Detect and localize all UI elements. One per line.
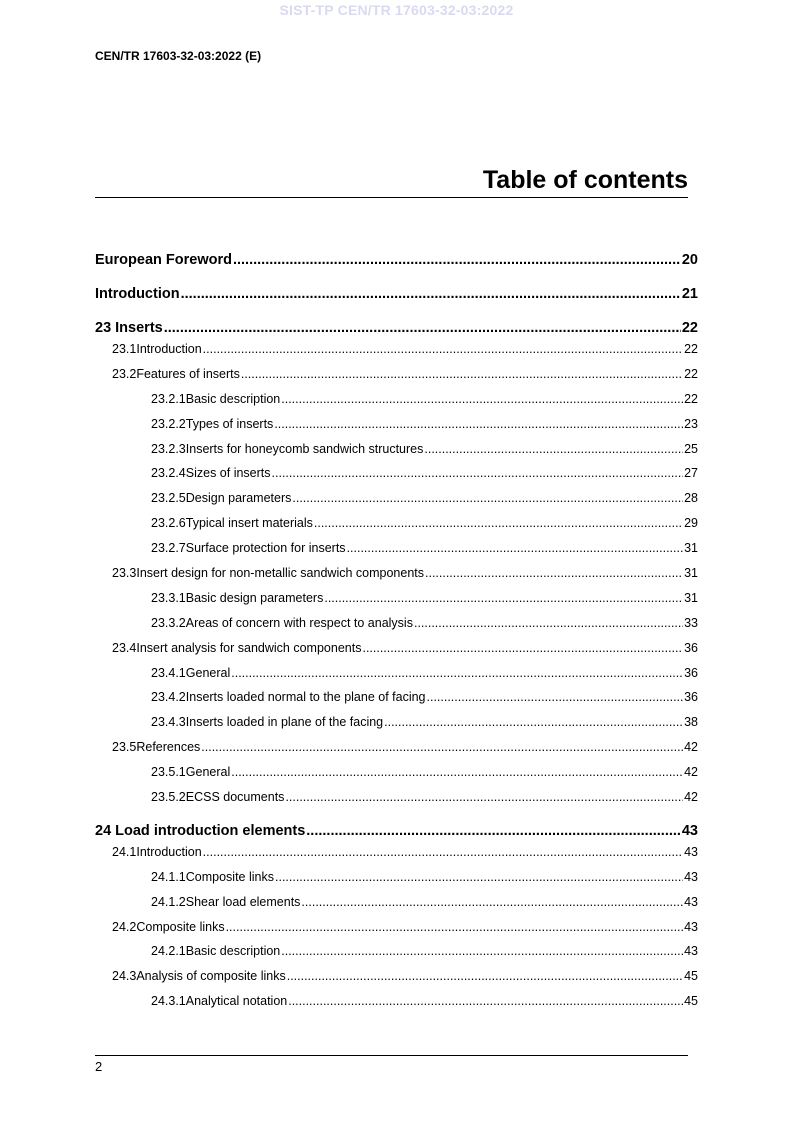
dot-leader	[285, 785, 683, 810]
toc-entry-page: 43	[684, 944, 698, 959]
toc-entry-title: Features of inserts	[136, 366, 240, 381]
toc-entry-page: 45	[684, 969, 698, 984]
toc-entry-number: 23.2.7	[151, 541, 186, 556]
dot-leader	[424, 437, 683, 462]
toc-entry-23-4-1[interactable]	[95, 661, 698, 686]
dot-leader	[314, 511, 683, 536]
toc-entry-number: 23.4.3	[151, 715, 186, 730]
toc-entry-title: General	[185, 665, 231, 680]
toc-entry-page: 23	[684, 416, 698, 431]
document-id-header: CEN/TR 17603-32-03:2022 (E)	[95, 49, 262, 63]
toc-entry-number: 23.3.2	[151, 615, 186, 630]
toc-entry-page: 21	[681, 286, 698, 302]
toc-entry-page: 29	[684, 516, 698, 531]
toc-entry-23-2-3[interactable]	[95, 437, 698, 462]
dot-leader	[414, 611, 683, 636]
dot-leader	[384, 710, 683, 735]
toc-entry-23-3-2[interactable]	[95, 611, 698, 636]
toc-entry-number: 23.1	[112, 342, 137, 356]
toc-entry-title: Introduction	[95, 286, 180, 302]
dot-leader	[306, 823, 681, 840]
toc-entry-title: Inserts for honeycomb sandwich structures	[185, 441, 424, 456]
toc-entry-title: Typical insert materials	[185, 516, 313, 531]
toc-entry-page: 42	[684, 740, 698, 755]
dot-leader	[274, 412, 683, 437]
toc-entry-title: Basic description	[185, 944, 281, 959]
toc-entry-number: 23.2.4	[151, 466, 186, 481]
toc-entry-title: General	[185, 765, 231, 780]
dot-leader	[231, 661, 683, 686]
toc-entry-number: 24.1.1	[151, 869, 186, 884]
toc-entry-number: 24.2.1	[151, 944, 186, 959]
toc-entry-number: 23.2.3	[151, 441, 186, 456]
toc-entry-number: 23.2	[112, 366, 137, 381]
toc-entry-number: 23.3.1	[151, 590, 186, 605]
toc-entry-23-5-1[interactable]	[95, 760, 698, 785]
toc-entry-page: 28	[684, 491, 698, 506]
toc-entry-number: 23.5.2	[151, 790, 186, 805]
toc-entry-24-3-1[interactable]	[95, 989, 698, 1014]
toc-entry-page: 38	[684, 715, 698, 730]
dot-leader	[362, 636, 683, 661]
toc-entry-title: 23 Inserts	[95, 320, 163, 336]
toc-entry-number: 24.3	[112, 969, 137, 984]
dot-leader	[203, 337, 683, 362]
toc-entry-number: 23.3	[112, 566, 137, 581]
toc-entry-title: Design parameters	[185, 491, 292, 506]
toc-entry-page: 31	[684, 541, 698, 556]
toc-entry-23-4-3[interactable]	[95, 710, 698, 735]
dot-leader	[233, 252, 681, 269]
toc-entry-23-2-1[interactable]	[95, 387, 698, 412]
toc-entry-page: 43	[684, 919, 698, 934]
dot-leader	[272, 461, 684, 486]
toc-entry-24-1[interactable]	[95, 840, 698, 865]
toc-entry-23-4-2[interactable]	[95, 685, 698, 710]
toc-entry-page: 43	[681, 822, 698, 839]
toc-entry-title: Introduction	[136, 844, 202, 859]
toc-entry-page: 36	[684, 690, 698, 705]
toc-entry-title: Surface protection for inserts	[185, 541, 346, 556]
toc-entry-24-2[interactable]	[95, 915, 698, 940]
toc-entry-title: Basic description	[185, 391, 281, 406]
toc-entry-introduction[interactable]	[95, 286, 698, 303]
toc-entry-23-2-4[interactable]	[95, 461, 698, 486]
toc-entry-page: 45	[684, 994, 698, 1009]
toc-entry-title: Analytical notation	[185, 994, 288, 1009]
toc-entry-24-load-introduction[interactable]	[95, 823, 698, 840]
toc-entry-number: 23.2.5	[151, 491, 186, 506]
toc-entry-page: 42	[684, 765, 698, 780]
toc-entry-title: Introduction	[136, 342, 202, 356]
toc-entry-title: Inserts loaded normal to the plane of facing	[185, 690, 426, 705]
toc-entry-title: Analysis of composite links	[136, 969, 286, 984]
toc-entry-page: 22	[684, 366, 698, 381]
toc-entry-european-foreword[interactable]	[95, 252, 698, 269]
toc-entry-title: European Foreword	[95, 252, 232, 268]
toc-entry-23-2-7[interactable]	[95, 536, 698, 561]
toc-entry-23-5-2[interactable]	[95, 785, 698, 810]
toc-entry-24-1-1[interactable]	[95, 865, 698, 890]
dot-leader	[275, 865, 683, 890]
toc-entry-title: Composite links	[185, 869, 274, 884]
toc-entry-title: Shear load elements	[185, 894, 301, 909]
toc-entry-page: 31	[684, 566, 698, 581]
toc-entry-page: 27	[684, 466, 698, 481]
toc-entry-23-5[interactable]	[95, 735, 698, 760]
footer-divider	[95, 1055, 688, 1056]
toc-entry-title: 24 Load introduction elements	[95, 822, 306, 839]
toc-entry-title: Insert analysis for sandwich components	[136, 640, 362, 655]
toc-entry-title: Areas of concern with respect to analysis	[185, 615, 413, 630]
toc-entry-page: 43	[684, 894, 698, 909]
toc-entry-title: Inserts loaded in plane of the facing	[185, 715, 384, 730]
toc-entry-number: 23.5.1	[151, 765, 186, 780]
toc-entry-number: 23.2.6	[151, 516, 186, 531]
toc-entry-number: 23.2.1	[151, 391, 186, 406]
dot-leader	[427, 685, 684, 710]
dot-leader	[425, 561, 683, 586]
toc-entry-number: 24.2	[112, 919, 137, 934]
dot-leader	[201, 735, 683, 760]
dot-leader	[203, 840, 683, 865]
toc-entry-title: Insert design for non-metallic sandwich components	[136, 566, 424, 581]
toc-entry-number: 23.4.2	[151, 690, 186, 705]
dot-leader	[164, 320, 681, 337]
toc-entry-number: 23.4	[112, 640, 137, 655]
toc-entry-page: 42	[684, 790, 698, 805]
dot-leader	[241, 362, 683, 387]
toc-entry-23-2-2[interactable]	[95, 412, 698, 437]
toc-entry-23-4[interactable]	[95, 636, 698, 661]
toc-entry-number: 24.1	[112, 844, 137, 859]
toc-entry-24-1-2[interactable]	[95, 890, 698, 915]
toc-entry-page: 36	[684, 640, 698, 655]
toc-entry-number: 23.4.1	[151, 665, 186, 680]
toc-entry-number: 23.5	[112, 740, 137, 755]
dot-leader	[181, 286, 681, 303]
toc-entry-page: 31	[684, 590, 698, 605]
toc-entry-title: Basic design parameters	[185, 590, 324, 605]
dot-leader	[347, 536, 684, 561]
dot-leader	[324, 586, 683, 611]
toc-entry-number: 24.3.1	[151, 994, 186, 1009]
dot-leader	[292, 486, 683, 511]
dot-leader	[281, 939, 683, 964]
toc-entry-title: Composite links	[136, 919, 225, 934]
dot-leader	[288, 989, 683, 1014]
toc-entry-23-inserts[interactable]	[95, 320, 698, 337]
toc-entry-page: 33	[684, 615, 698, 630]
toc-entry-23-2[interactable]	[95, 362, 698, 387]
toc-entry-23-2-6[interactable]	[95, 511, 698, 536]
toc-entry-23-2-5[interactable]	[95, 486, 698, 511]
dot-leader	[287, 964, 683, 989]
toc-entry-number: 23.2.2	[151, 416, 186, 431]
toc-entry-title: ECSS documents	[185, 790, 285, 805]
toc-entry-number: 24.1.2	[151, 894, 186, 909]
dot-leader	[231, 760, 683, 785]
toc-entry-24-2-1[interactable]	[95, 939, 698, 964]
watermark: SIST-TP CEN/TR 17603-32-03:2022	[279, 2, 514, 18]
toc-entry-page: 25	[684, 441, 698, 456]
toc-entry-23-3[interactable]	[95, 561, 698, 586]
toc-entry-page: 36	[684, 665, 698, 680]
page-number: 2	[95, 1059, 103, 1074]
toc-entry-24-3[interactable]	[95, 964, 698, 989]
toc-entry-page: 22	[684, 342, 698, 356]
toc-entry-title: Types of inserts	[185, 416, 274, 431]
toc-entry-page: 22	[681, 320, 698, 336]
toc-entry-23-3-1[interactable]	[95, 586, 698, 611]
toc-entry-page: 43	[684, 869, 698, 884]
toc-entry-page: 43	[684, 844, 698, 859]
dot-leader	[301, 890, 683, 915]
dot-leader	[281, 387, 683, 412]
toc-entry-title: Sizes of inserts	[185, 466, 271, 481]
page-title: Table of contents	[95, 166, 688, 198]
toc-entry-page: 20	[681, 252, 698, 268]
dot-leader	[226, 915, 684, 940]
table-of-contents	[95, 252, 698, 1014]
toc-entry-23-1[interactable]	[95, 337, 698, 362]
toc-entry-title: References	[136, 740, 201, 755]
toc-entry-page: 22	[684, 391, 698, 406]
